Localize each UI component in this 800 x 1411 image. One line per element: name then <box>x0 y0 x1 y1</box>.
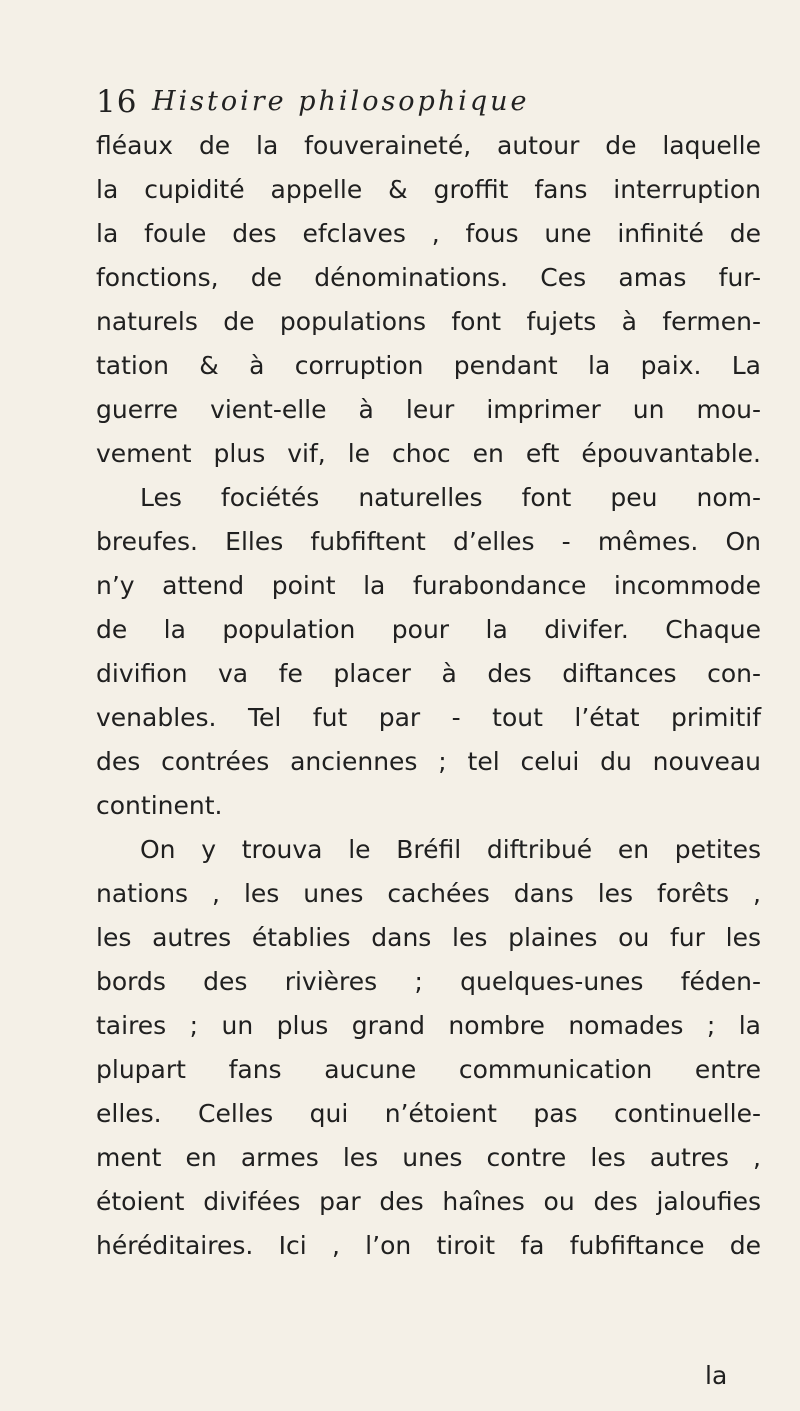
text-line: bords des rivières ; quelques-unes féden- <box>96 967 761 996</box>
text-line: vement plus vif, le choc en eft épouvantable. <box>96 439 761 468</box>
text-line: breufes. Elles fubfiftent d’elles - mêmes. On <box>96 527 761 556</box>
text-line: taires ; un plus grand nombre nomades ; la <box>96 1011 761 1040</box>
page-number: 16 <box>96 84 138 120</box>
body-text <box>96 124 761 1268</box>
text-line: des contrées anciennes ; tel celui du nouveau <box>96 747 761 776</box>
text-line: naturels de populations font fujets à fermen- <box>96 307 761 336</box>
text-line: guerre vient-elle à leur imprimer un mou- <box>96 395 761 424</box>
page-header <box>96 78 756 126</box>
text-line: fléaux de la fouveraineté, autour de laquelle <box>96 131 761 160</box>
text-line: ment en armes les unes contre les autres , <box>96 1143 761 1172</box>
text-line: Les fociétés naturelles font peu nom- <box>140 483 761 512</box>
text-line: la foule des efclaves , fous une infinité de <box>96 219 761 248</box>
text-line: étoient divifées par des haînes ou des jaloufies <box>96 1187 761 1216</box>
text-line: tation & à corruption pendant la paix. La <box>96 351 761 380</box>
text-line: héréditaires. Ici , l’on tiroit fa fubfiftance de <box>96 1231 761 1260</box>
text-line: elles. Celles qui n’étoient pas continuelle- <box>96 1099 761 1128</box>
text-line: de la population pour la divifer. Chaque <box>96 615 761 644</box>
catchword: la <box>705 1361 728 1390</box>
text-line: plupart fans aucune communication entre <box>96 1055 761 1084</box>
running-title: Histoire philosophique <box>152 86 530 117</box>
text-line: venables. Tel fut par - tout l’état primitif <box>96 703 761 732</box>
text-line: la cupidité appelle & groffit fans interruption <box>96 175 761 204</box>
text-line: On y trouva le Bréfil diftribué en petites <box>140 835 761 864</box>
text-line: n’y attend point la furabondance incommode <box>96 571 761 600</box>
text-line: divifion va fe placer à des diftances con- <box>96 659 761 688</box>
text-line: fonctions, de dénominations. Ces amas fur- <box>96 263 761 292</box>
text-line: les autres établies dans les plaines ou fur les <box>96 923 761 952</box>
text-line: continent. <box>96 791 223 820</box>
text-line: nations , les unes cachées dans les forêts , <box>96 879 761 908</box>
